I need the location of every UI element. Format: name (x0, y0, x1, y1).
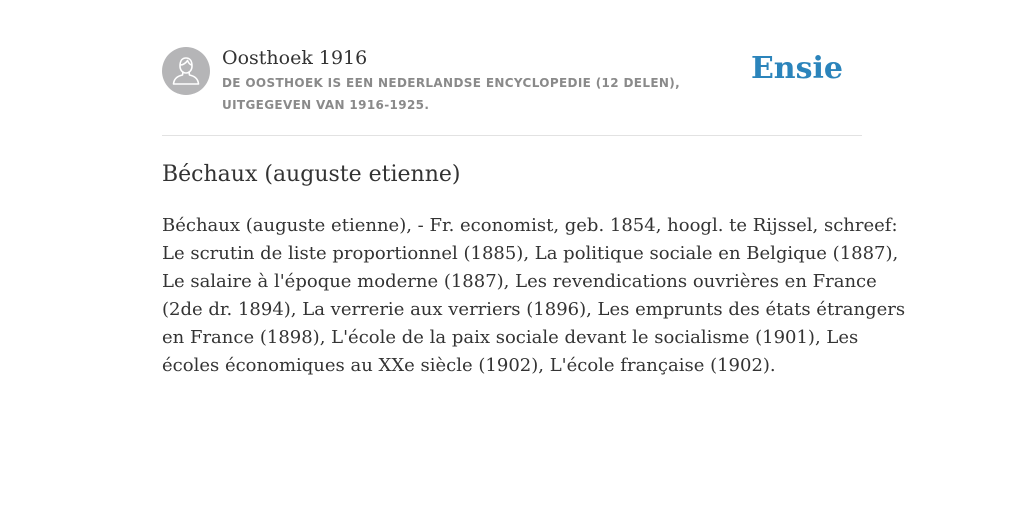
entry-title: Béchaux (auguste etienne) (162, 162, 461, 187)
source-description: DE OOSTHOEK IS EEN NEDERLANDSE ENCYCLOPEDIE (12 DELEN), UITGEGEVEN VAN 1916-1925. (222, 76, 681, 112)
entry-body-line: Le scrutin de liste proportionnel (1885), La politique sociale en Belgique (1887), (162, 243, 899, 264)
entry-body-line: en France (1898), L'école de la paix sociale devant le socialisme (1901), Les (162, 327, 859, 348)
entry-body-line: Le salaire à l'époque moderne (1887), Les revendications ouvrières en France (162, 271, 877, 292)
ensie-logo[interactable]: Ensie (750, 51, 843, 86)
user-avatar-icon (172, 56, 200, 86)
entry-body-line: écoles économiques au XXe siècle (1902), L'école française (1902). (162, 355, 776, 376)
entry-body-line: (2de dr. 1894), La verrerie aux verriers (1896), Les emprunts des états étrangers (162, 299, 906, 320)
entry-body-line: Béchaux (auguste etienne), - Fr. economist, geb. 1854, hoogl. te Rijssel, schreef: (162, 215, 898, 236)
header-divider (162, 135, 862, 136)
source-header (162, 46, 862, 116)
entry-body (162, 212, 906, 380)
source-avatar[interactable] (162, 47, 210, 95)
source-title[interactable]: Oosthoek 1916 (222, 47, 368, 69)
